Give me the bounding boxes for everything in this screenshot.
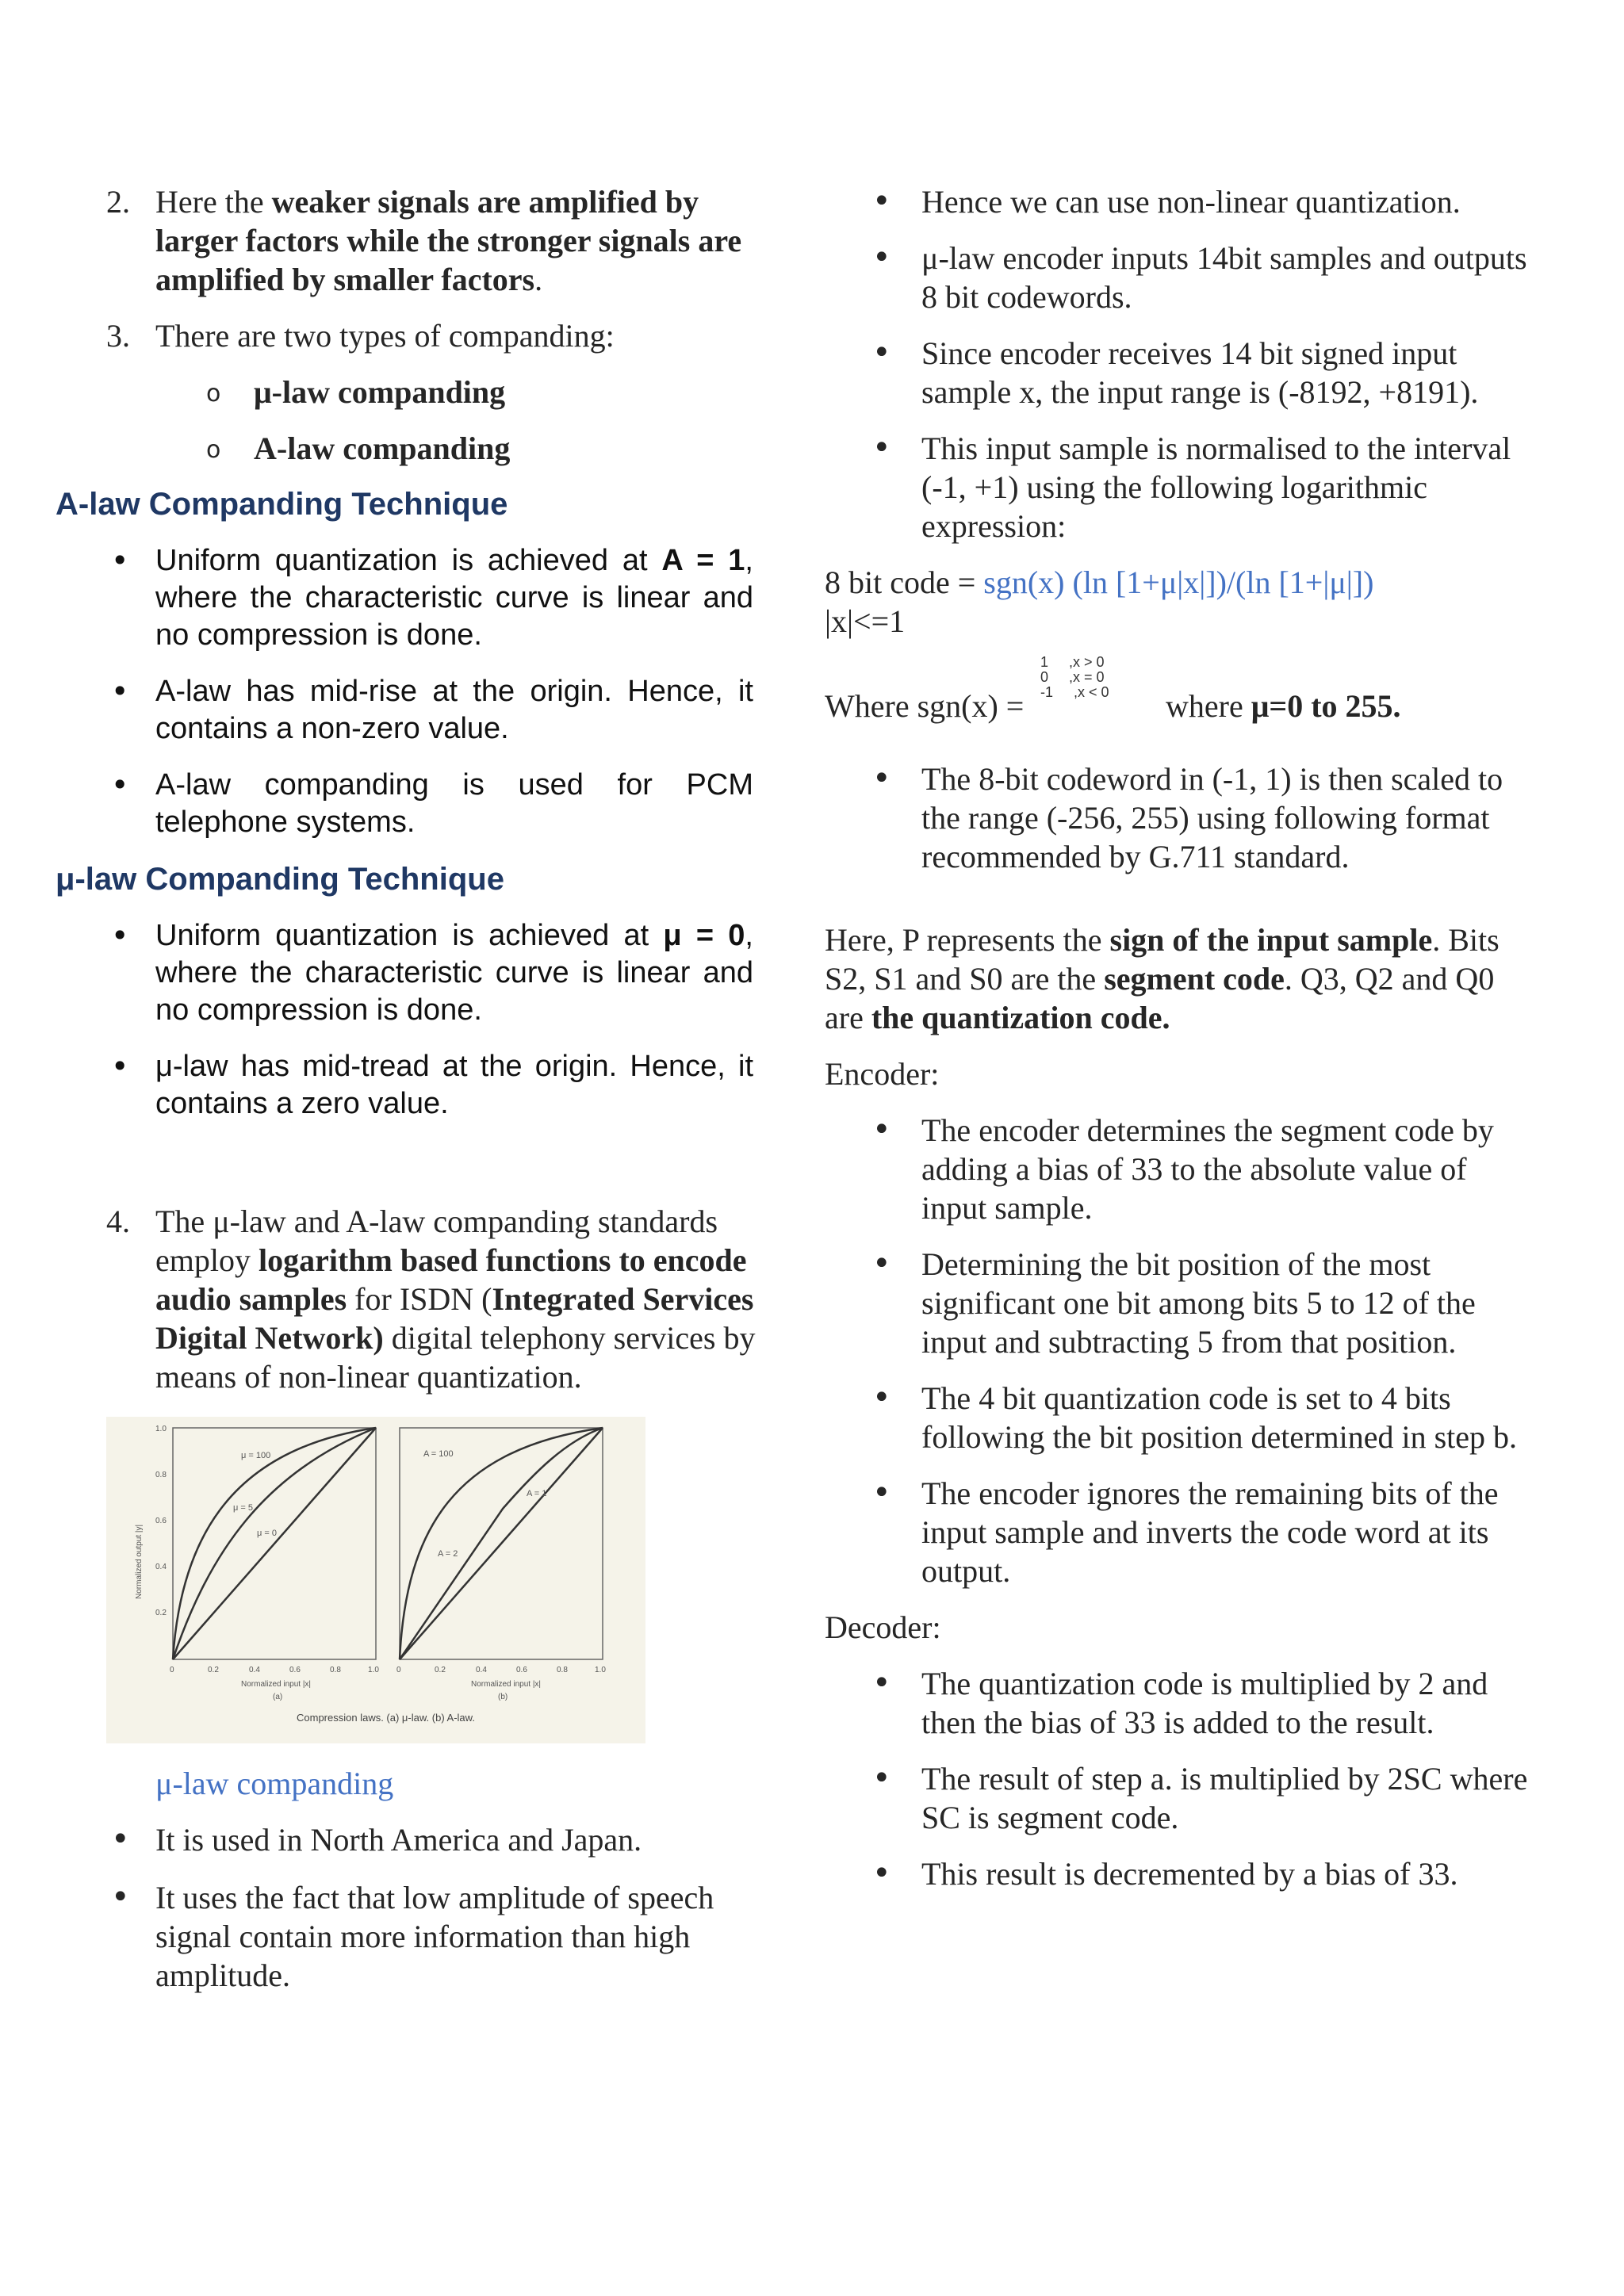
mu-range-prefix: where: [1166, 688, 1251, 724]
item-bold-text: Integrated Services Digital Network): [155, 1281, 754, 1356]
y-axis-label: Normalized output |y|: [135, 1524, 144, 1599]
para-bold: sign of the input sample: [1109, 922, 1433, 958]
bullet-text: A-law has mid-rise at the origin. Hence, it contains a non-zero value.: [155, 675, 753, 745]
bullet-icon: •: [111, 1821, 130, 1858]
bullet-text-end: , where the characteristic curve is linear and no compression is done.: [155, 919, 753, 1027]
mulaw-bullet: [56, 917, 769, 1029]
mu-law-panel: [135, 1425, 379, 1701]
bullet-icon: •: [872, 1760, 891, 1797]
alaw-bullet: [56, 542, 769, 654]
sgn-case-value: 1: [1040, 654, 1049, 670]
para-bold: the quantization code.: [871, 1000, 1170, 1035]
bullet-icon: •: [111, 918, 129, 953]
sgn-label: Where sgn(x) =: [825, 688, 1025, 724]
bullet-text: The encoder ignores the remaining bits of the input sample and inverts the code word at its output.: [921, 1475, 1499, 1589]
mulaw-bullet: [56, 1048, 769, 1123]
sgn-case-cond: ,x > 0: [1069, 654, 1105, 670]
companding-type-item: [56, 373, 769, 411]
sgn-definition: [825, 655, 1538, 728]
mu-range: [1166, 687, 1401, 725]
x-tick-label: 0: [170, 1666, 174, 1674]
mu-0-curve: [173, 1428, 376, 1659]
bullet-bold-text: μ = 0: [663, 919, 745, 952]
x-tick-label: 0.4: [249, 1666, 260, 1674]
alaw-section-heading: A-law Companding Technique: [56, 487, 508, 522]
bullet-icon: •: [872, 430, 891, 466]
para-text: Here, P represents the: [825, 922, 1110, 958]
compression-laws-svg: [106, 1417, 645, 1743]
decoder-heading: Decoder:: [825, 1609, 941, 1645]
bullet-text: Hence we can use non-linear quantization.: [921, 184, 1461, 220]
bullet-icon: •: [872, 335, 891, 371]
bullet-icon: •: [872, 1665, 891, 1701]
a-law-panel: [396, 1428, 606, 1701]
sgn-case: [1040, 670, 1109, 685]
x-tick-label: 0.6: [516, 1666, 527, 1674]
mulaw-encoder-bullet: [825, 334, 1538, 411]
item-text: digital telephony services by means of non-linear quantization.: [155, 1320, 756, 1395]
companding-type-label: A-law companding: [254, 430, 511, 466]
figure-caption: Compression laws. (a) μ-law. (b) A-law.: [297, 1712, 475, 1724]
alaw-bullet: [56, 767, 769, 841]
y-tick-label: 1.0: [155, 1425, 167, 1433]
panel-label: (a): [273, 1693, 283, 1701]
item-number: 3.: [106, 318, 130, 354]
formula-condition: |x|<=1: [825, 603, 906, 639]
decoder-bullet: [825, 1664, 1538, 1742]
mulaw-fact-bullet: [56, 1820, 769, 1859]
encoder-heading: Encoder:: [825, 1056, 940, 1092]
formula-label: 8 bit code =: [825, 564, 984, 600]
bullet-icon: •: [872, 760, 891, 797]
item-number: 2.: [106, 184, 130, 220]
item-text: Here the: [155, 184, 272, 220]
sgn-cases: [1040, 655, 1109, 700]
encoder-bullet: [825, 1379, 1538, 1456]
x-tick-label: 1.0: [595, 1666, 606, 1674]
bullet-icon: •: [872, 239, 891, 276]
bullet-text-end: , where the characteristic curve is linear and no compression is done.: [155, 544, 753, 652]
sgn-case: [1040, 655, 1109, 670]
bullet-text: Uniform quantization is achieved at: [155, 919, 664, 952]
x-axis-label: Normalized input |x|: [471, 1680, 542, 1689]
circle-bullet-icon: o: [206, 380, 221, 408]
para-text: . Q3, Q2 and Q0 are: [825, 961, 1495, 1035]
curve-label: μ = 0: [257, 1529, 277, 1538]
bullet-icon: •: [872, 1475, 891, 1511]
x-tick-label: 0.2: [208, 1666, 219, 1674]
bullet-text: The 4 bit quantization code is set to 4 bits following the bit position determined in step b.: [921, 1380, 1518, 1455]
bullet-icon: •: [872, 1855, 891, 1892]
x-tick-label: 0: [396, 1666, 401, 1674]
bullet-text: The quantization code is multiplied by 2 and then the bias of 33 is added to the result.: [921, 1666, 1488, 1740]
mulaw-fact-bullet: [56, 1878, 769, 1995]
bullet-text: The 8-bit codeword in (-1, 1) is then scaled to the range (-256, 255) using following format recommended by G.711 standard.: [921, 761, 1503, 874]
x-tick-label: 0.8: [330, 1666, 341, 1674]
mulaw-section-heading: μ-law Companding Technique: [56, 862, 504, 897]
bullet-text: Determining the bit position of the most significant one bit among bits 5 to 12 of the input and subtracting 5 from that position.: [921, 1246, 1476, 1360]
x-tick-label: 0.6: [289, 1666, 301, 1674]
bullet-text: Uniform quantization is achieved at: [155, 544, 662, 577]
bullet-text: μ-law has mid-tread at the origin. Hence, it contains a zero value.: [155, 1050, 753, 1120]
bullet-icon: •: [872, 1112, 891, 1148]
encoder-bullet: [825, 1245, 1538, 1361]
item-text-end: .: [534, 262, 543, 297]
bullet-icon: •: [111, 767, 129, 802]
mulaw-encoder-bullet: [825, 182, 1538, 221]
codeword-formula: [825, 563, 1538, 641]
numbered-item-3: [56, 316, 769, 355]
a-1-curve: [400, 1428, 603, 1659]
bullet-icon: •: [872, 1246, 891, 1282]
formula-expression: sgn(x) (ln [1+μ|x|])/(ln [1+|μ|]): [983, 564, 1374, 600]
sgn-case-cond: ,x < 0: [1074, 684, 1109, 700]
para-bold: segment code: [1104, 961, 1285, 997]
bullet-icon: •: [111, 1049, 129, 1084]
panel-label: (b): [498, 1693, 508, 1701]
para-text: . Bits S2, S1 and S0 are the: [825, 922, 1500, 997]
y-tick-label: 0.2: [155, 1609, 167, 1617]
x-tick-label: 0.8: [557, 1666, 568, 1674]
item-number: 4.: [106, 1203, 130, 1239]
alaw-bullet: [56, 673, 769, 748]
mulaw-encoder-bullet: [825, 239, 1538, 316]
bullet-icon: •: [872, 1380, 891, 1416]
sgn-case-value: -1: [1040, 684, 1054, 700]
y-tick-label: 0.6: [155, 1517, 167, 1525]
bullet-icon: •: [111, 1879, 130, 1915]
sgn-case-cond: ,x = 0: [1069, 669, 1105, 685]
decoder-bullet: [825, 1854, 1538, 1893]
bullet-text: This result is decremented by a bias of 33.: [921, 1856, 1458, 1892]
bullet-bold-text: A = 1: [661, 544, 745, 577]
sgn-case: [1040, 685, 1109, 700]
bullet-text: A-law companding is used for PCM telephone systems.: [155, 768, 753, 839]
compression-laws-figure: [106, 1417, 645, 1743]
encoder-bullet: [825, 1111, 1538, 1227]
y-tick-label: 0.4: [155, 1563, 167, 1571]
bullet-text: This input sample is normalised to the interval (-1, +1) using the following logarithmic expression:: [921, 430, 1511, 544]
companding-type-item: [56, 429, 769, 468]
bullet-text: It is used in North America and Japan.: [155, 1822, 642, 1858]
encoder-bullet: [825, 1474, 1538, 1590]
companding-type-label: μ-law companding: [254, 374, 506, 410]
item-text: The μ-law and A-law companding standards employ: [155, 1203, 718, 1278]
decoder-bullet: [825, 1759, 1538, 1837]
curve-label: μ = 5: [233, 1503, 253, 1513]
bullet-icon: •: [111, 543, 129, 578]
curve-label: μ = 100: [241, 1451, 271, 1460]
y-tick-label: 0.8: [155, 1471, 167, 1479]
bullet-text: It uses the fact that low amplitude of speech signal contain more information than high amplitude.: [155, 1880, 714, 1993]
x-axis-label: Normalized input |x|: [241, 1680, 312, 1689]
mulaw-encoder-bullet: [825, 429, 1538, 545]
mu-range-value: μ=0 to 255.: [1251, 688, 1401, 724]
curve-label: A = 100: [423, 1449, 454, 1459]
right-column: [825, 182, 1538, 1911]
curve-label: A = 2: [438, 1549, 458, 1559]
bullet-text: The encoder determines the segment code by adding a bias of 33 to the absolute value of input sample.: [921, 1112, 1494, 1226]
bullet-text: The result of step a. is multiplied by 2SC where SC is segment code.: [921, 1761, 1528, 1835]
bullet-text: μ-law encoder inputs 14bit samples and outputs 8 bit codewords.: [921, 240, 1527, 315]
item-text: for ISDN (: [347, 1281, 492, 1317]
item-bold-text: weaker signals are amplified by larger factors while the stronger signals are amplified by smaller factors: [155, 184, 742, 297]
mulaw-subheading: μ-law companding: [155, 1766, 394, 1801]
bullet-text: Since encoder receives 14 bit signed input sample x, the input range is (-8192, +8191).: [921, 335, 1479, 410]
x-tick-label: 0.4: [476, 1666, 487, 1674]
item-text: There are two types of companding:: [155, 318, 615, 354]
bullet-icon: •: [872, 183, 891, 220]
bullet-icon: •: [111, 674, 129, 709]
numbered-item-2: [56, 182, 769, 299]
circle-bullet-icon: o: [206, 436, 221, 464]
sgn-case-value: 0: [1040, 669, 1049, 685]
numbered-item-4: [56, 1202, 769, 1396]
format-description: [825, 920, 1538, 1037]
x-tick-label: 0.2: [435, 1666, 446, 1674]
item-bold-text: logarithm based functions to encode audio samples: [155, 1242, 747, 1317]
curve-label: A = 1: [527, 1489, 547, 1498]
left-column: [56, 182, 769, 2014]
scaling-bullet: [825, 760, 1538, 876]
x-tick-label: 1.0: [368, 1666, 379, 1674]
